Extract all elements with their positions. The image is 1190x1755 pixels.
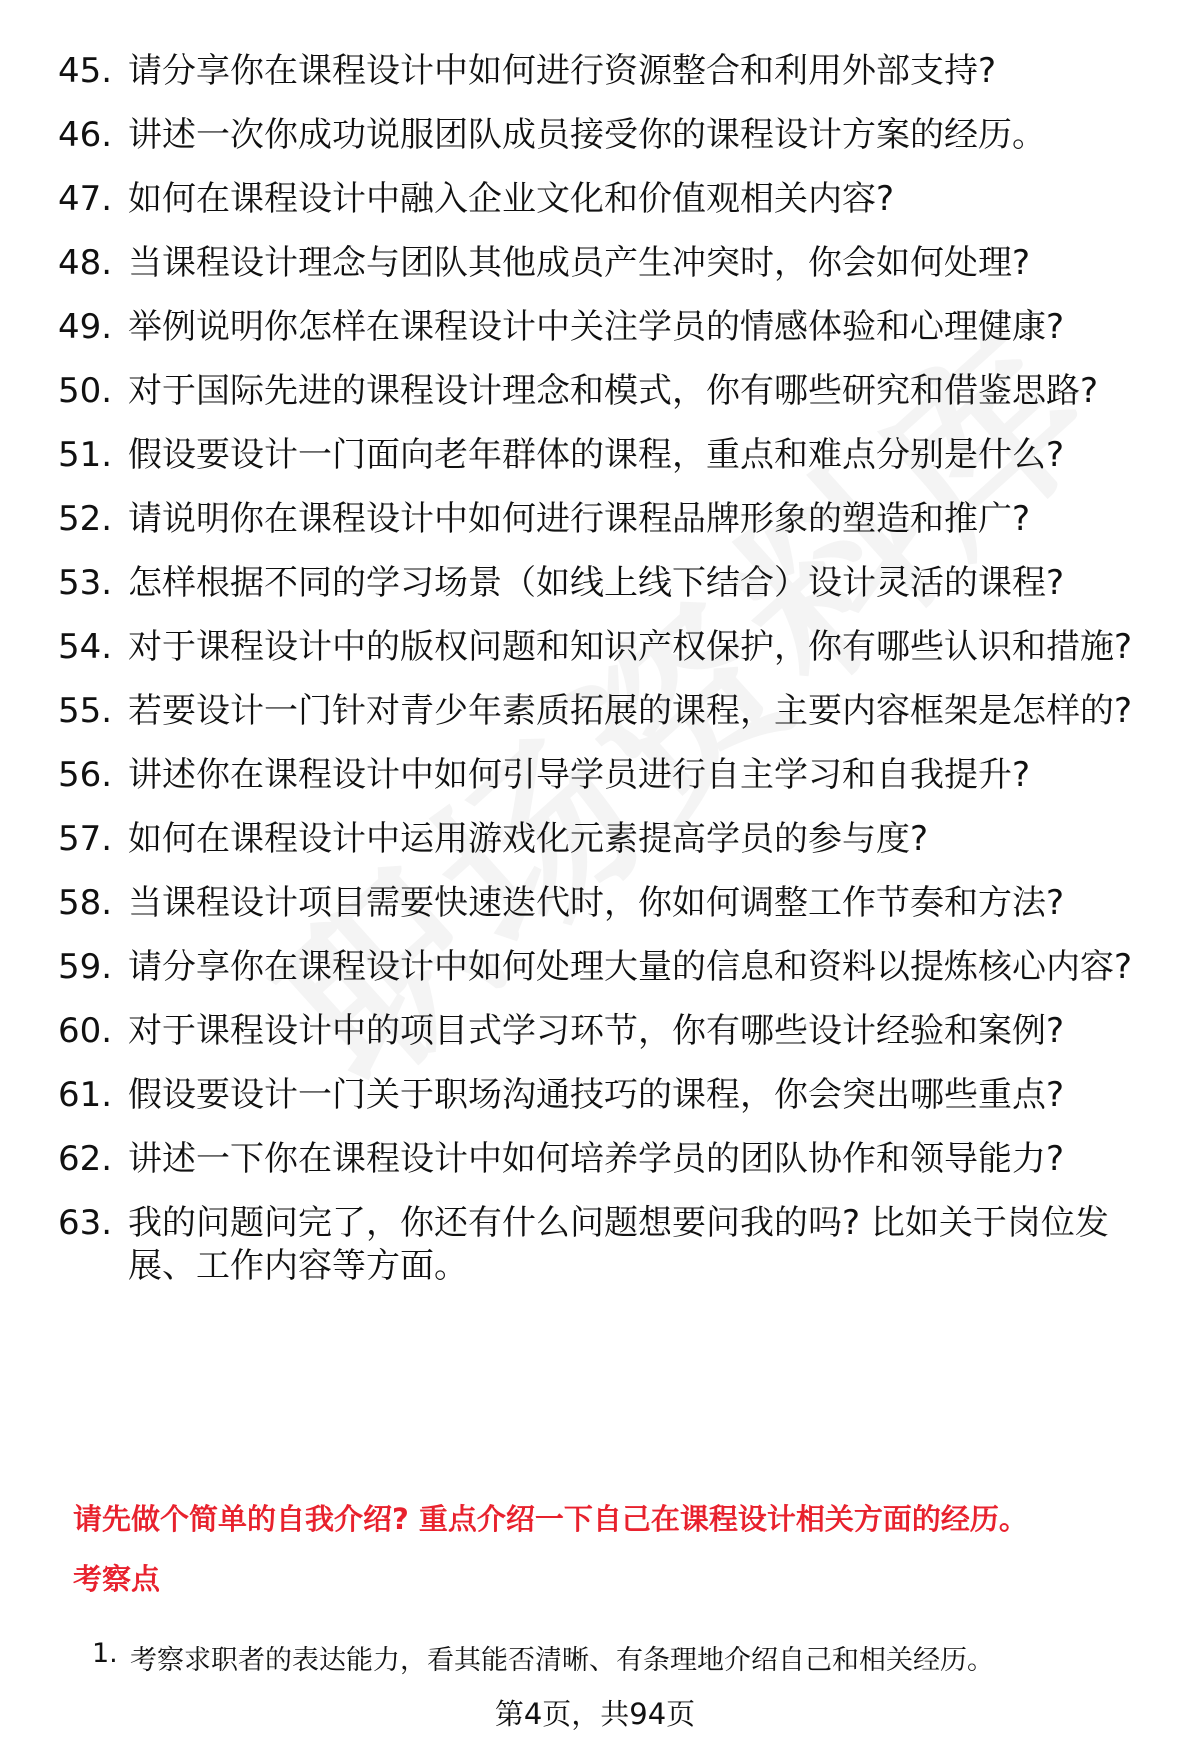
- question-item: [58, 754, 1158, 797]
- question-text: 讲述你在课程设计中如何引导学员进行自主学习和自我提升?: [128, 755, 1031, 795]
- question-number: 46.: [58, 115, 113, 155]
- question-text: 假设要设计一门关于职场沟通技巧的课程，你会突出哪些重点?: [128, 1075, 1065, 1115]
- highlight-question: 请先做个简单的自我介绍? 重点介绍一下自己在课程设计相关方面的经历。: [73, 1502, 1028, 1536]
- question-text: 若要设计一门针对青少年素质拓展的课程，主要内容框架是怎样的?: [128, 691, 1133, 731]
- question-text: 如何在课程设计中运用游戏化元素提高学员的参与度?: [128, 819, 929, 859]
- question-item: [58, 1138, 1158, 1181]
- list-item: [92, 1638, 994, 1677]
- question-number: 56.: [58, 755, 113, 795]
- question-item: [58, 178, 1158, 221]
- question-number: 47.: [58, 179, 113, 219]
- question-text: 对于课程设计中的版权问题和知识产权保护，你有哪些认识和措施?: [128, 627, 1133, 667]
- question-text: 怎样根据不同的学习场景（如线上线下结合）设计灵活的课程?: [128, 563, 1065, 603]
- question-number: 55.: [58, 691, 113, 731]
- question-item: [58, 242, 1158, 285]
- section-label: 考察点: [73, 1562, 161, 1596]
- question-text: 举例说明你怎样在课程设计中关注学员的情感体验和心理健康?: [128, 307, 1065, 347]
- question-number: 61.: [58, 1075, 113, 1115]
- question-item: [58, 1202, 1158, 1288]
- question-item: [58, 818, 1158, 861]
- question-number: 60.: [58, 1011, 113, 1051]
- question-text: 假设要设计一门面向老年群体的课程，重点和难点分别是什么?: [128, 435, 1065, 475]
- question-text: 对于课程设计中的项目式学习环节，你有哪些设计经验和案例?: [128, 1011, 1065, 1051]
- question-number: 58.: [58, 883, 113, 923]
- question-item: [58, 434, 1158, 477]
- question-number: 57.: [58, 819, 113, 859]
- question-item: [58, 306, 1158, 349]
- question-item: [58, 50, 1158, 93]
- question-number: 54.: [58, 627, 113, 667]
- question-item: [58, 562, 1158, 605]
- question-list: [58, 50, 1158, 1309]
- question-text: 请分享你在课程设计中如何处理大量的信息和资料以提炼核心内容?: [128, 947, 1133, 987]
- question-number: 51.: [58, 435, 113, 475]
- question-text: 如何在课程设计中融入企业文化和价值观相关内容?: [128, 179, 895, 219]
- question-number: 49.: [58, 307, 113, 347]
- page-footer: 第4页，共94页: [494, 1697, 696, 1731]
- question-text: 讲述一下你在课程设计中如何培养学员的团队协作和领导能力?: [128, 1139, 1065, 1179]
- point-text: 考察求职者的表达能力，看其能否清晰、有条理地介绍自己和相关经历。: [130, 1645, 994, 1676]
- question-text: 请分享你在课程设计中如何进行资源整合和利用外部支持?: [128, 51, 997, 91]
- question-number: 45.: [58, 51, 113, 91]
- question-item: [58, 114, 1158, 157]
- question-text: 对于国际先进的课程设计理念和模式，你有哪些研究和借鉴思路?: [128, 371, 1099, 411]
- question-item: [58, 882, 1158, 925]
- question-number: 63.: [58, 1203, 113, 1243]
- question-item: [58, 946, 1158, 989]
- question-number: 48.: [58, 243, 113, 283]
- question-item: [58, 1010, 1158, 1053]
- question-item: [58, 690, 1158, 733]
- point-number: 1.: [92, 1638, 118, 1669]
- question-text: 当课程设计项目需要快速迭代时，你如何调整工作节奏和方法?: [128, 883, 1065, 923]
- question-text: 请说明你在课程设计中如何进行课程品牌形象的塑造和推广?: [128, 499, 1031, 539]
- question-text: 我的问题问完了，你还有什么问题想要问我的吗? 比如关于岗位发展、工作内容等方面。: [128, 1203, 1109, 1286]
- question-number: 52.: [58, 499, 113, 539]
- question-number: 62.: [58, 1139, 113, 1179]
- question-text: 当课程设计理念与团队其他成员产生冲突时，你会如何处理?: [128, 243, 1031, 283]
- question-item: [58, 498, 1158, 541]
- question-text: 讲述一次你成功说服团队成员接受你的课程设计方案的经历。: [128, 115, 1046, 155]
- question-item: [58, 626, 1158, 669]
- question-number: 59.: [58, 947, 113, 987]
- question-item: [58, 1074, 1158, 1117]
- question-number: 53.: [58, 563, 113, 603]
- question-item: [58, 370, 1158, 413]
- question-number: 50.: [58, 371, 113, 411]
